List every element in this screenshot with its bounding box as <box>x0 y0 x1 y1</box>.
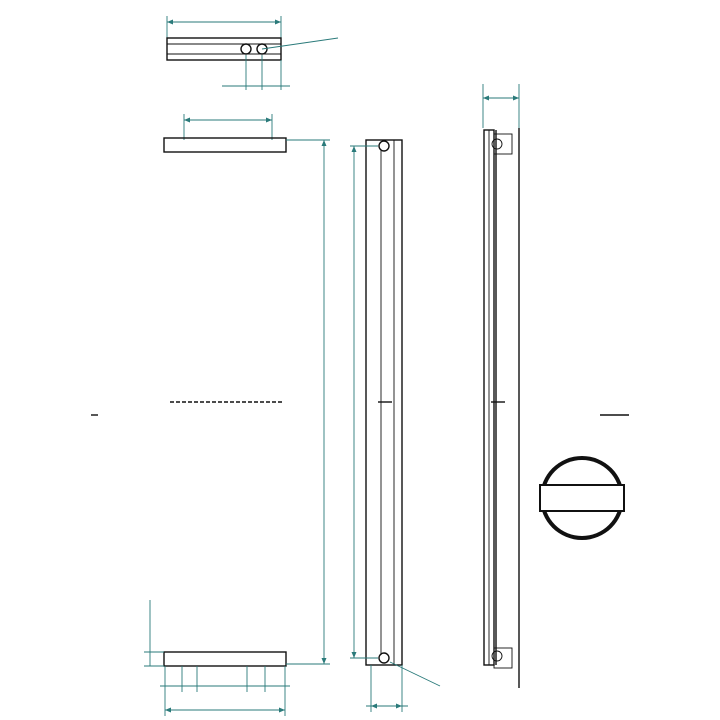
side-view <box>350 140 440 712</box>
side-connector-top <box>379 141 389 151</box>
top-connector-left <box>241 44 251 54</box>
wall-view <box>484 128 519 688</box>
side-connector-bottom <box>379 653 389 663</box>
rebison-logo <box>540 456 624 540</box>
top-view <box>167 16 338 90</box>
front-view <box>144 138 330 716</box>
